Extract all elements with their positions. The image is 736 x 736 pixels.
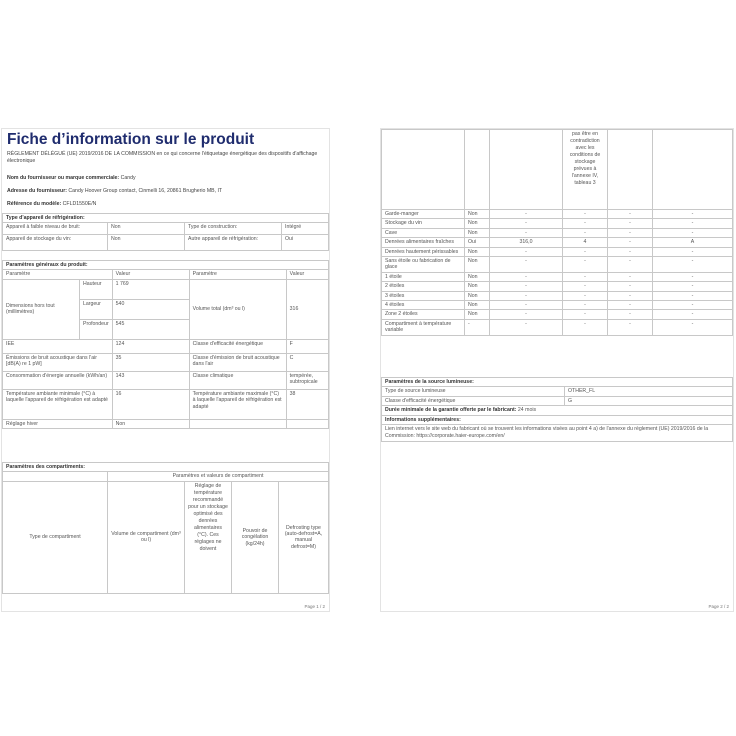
column-header: Valeur: [286, 270, 328, 279]
table-cell: Zone 2 étoiles: [382, 310, 465, 319]
warranty-value: 24 mois: [517, 407, 537, 414]
table-cell: Appareil à faible niveau de bruit:: [3, 223, 108, 235]
extra-info-header: Informations supplémentaires:: [382, 415, 733, 424]
column-header: Valeur: [112, 270, 189, 279]
table-cell: Sans étoile ou fabrication de glace: [382, 257, 465, 273]
column-header: Réglage de température recommandé pour un stockage optimisé des denrées alimentaires (°C). Ces réglages ne doivent: [185, 481, 232, 593]
table-cell: Cave: [382, 228, 465, 237]
table-cell: Émissions de bruit acoustique dans l'air [dB(A) re 1 pW]: [3, 353, 113, 371]
table-cell: -: [563, 228, 608, 237]
table-cell: [465, 130, 490, 210]
column-header: Pouvoir de congélation (kg/24h): [232, 481, 279, 593]
table-cell: -: [653, 310, 733, 319]
address-value: Candy Hoover Group contact, Cinmelli 16, 20861 Brugherio MB, IT: [68, 188, 223, 194]
dimension-name: Hauteur: [80, 279, 113, 299]
table-cell: -: [653, 291, 733, 300]
regulation-text: RÈGLEMENT DÉLÉGUÉ (UE) 2019/2016 DE LA COMMISSION en ce qui concerne l'étiquetage énergétique des dispositifs d'affichage électronique: [7, 151, 318, 164]
table-cell: -: [490, 310, 563, 319]
table-cell: -: [608, 291, 653, 300]
table-cell: A: [653, 238, 733, 247]
document-page-1: [1, 128, 330, 612]
warranty-label: Durée minimale de la garantie offerte par le fabricant:: [385, 407, 517, 414]
table-cell: Classe d'efficacité énergétique: [382, 396, 565, 405]
table-cell: -: [608, 210, 653, 219]
compartment-group-header: Paramètres et valeurs de compartiment: [108, 472, 329, 481]
table-cell: Intégré: [282, 223, 329, 235]
table-cell: [189, 419, 286, 428]
table-cell: Non: [465, 282, 490, 291]
table-cell: Compartiment à température variable: [382, 319, 465, 335]
column-header: Type de compartiment: [3, 481, 108, 593]
general-params-table: [2, 260, 329, 429]
light-source-header: Paramètres de la source lumineuse:: [382, 378, 733, 387]
table-cell: -: [563, 310, 608, 319]
table-cell: -: [490, 219, 563, 228]
table-cell: -: [490, 247, 563, 256]
table-row: [382, 425, 733, 442]
table-header-row: [3, 472, 329, 481]
table-cell: -: [490, 257, 563, 273]
table-cell: -: [563, 282, 608, 291]
model-label: Référence du modèle:: [7, 201, 62, 207]
table-cell: -: [563, 319, 608, 335]
table-cell: Non: [465, 257, 490, 273]
table-cell: 3 étoiles: [382, 291, 465, 300]
table-cell: [653, 130, 733, 210]
table-cell: 4: [563, 238, 608, 247]
table-cell: Non: [108, 235, 185, 251]
table-row: [382, 130, 733, 210]
table-cell: Non: [112, 419, 189, 428]
table-row: [382, 238, 733, 247]
table-cell: 4 étoiles: [382, 301, 465, 310]
table-cell: -: [653, 272, 733, 281]
extra-info-text: Lien internet vers le site web du fabricant où se trouvent les informations visées au point 4 a) de l'annexe du règlement (UE) 2019/2016 de la Commission: https://corporate.haier-europe.com/en/: [382, 425, 733, 442]
warranty-line: [382, 406, 733, 415]
table-cell: -: [608, 257, 653, 273]
table-cell: Non: [465, 228, 490, 237]
table-cell: -: [608, 282, 653, 291]
column-header: Defrosting type (auto-defrost=A, manual defrost=M): [279, 481, 329, 593]
general-header: Paramètres généraux du produit:: [3, 261, 329, 270]
table-cell: 38: [286, 389, 328, 419]
table-cell: Oui: [282, 235, 329, 251]
table-cell: -: [608, 219, 653, 228]
total-volume-label: Volume total (dm³ ou l): [189, 279, 286, 339]
table-cell: pas être en contradiction avec les conditions de stockage prévues à l'annexe IV, tableau 3: [563, 130, 608, 210]
table-cell: [608, 130, 653, 210]
table-cell: Autre appareil de réfrigération:: [185, 235, 282, 251]
column-header: Volume de compartiment (dm³ ou l): [108, 481, 185, 593]
table-cell: Denrées hautement périssables: [382, 247, 465, 256]
table-row: [382, 257, 733, 273]
table-cell: [286, 419, 328, 428]
table-row: [3, 389, 329, 419]
table-cell: -: [490, 282, 563, 291]
supplier-value: Candy: [120, 175, 136, 181]
table-cell: Classe climatique: [189, 371, 286, 389]
table-cell: -: [563, 272, 608, 281]
dimension-name: Largeur: [80, 299, 113, 319]
table-cell: -: [653, 257, 733, 273]
table-cell: G: [565, 396, 733, 405]
table-cell: Non: [465, 219, 490, 228]
table-row: [382, 219, 733, 228]
table-cell: Stockage du vin: [382, 219, 465, 228]
dimension-value: 1 769: [112, 279, 189, 299]
table-cell: [382, 130, 465, 210]
supplier-label: Nom du fournisseur ou marque commerciale:: [7, 175, 120, 181]
table-cell: Non: [108, 223, 185, 235]
table-cell: Température ambiante minimale (°C) à laquelle l'appareil de réfrigération est adapté: [3, 389, 113, 419]
table-row: [3, 223, 329, 235]
table-cell: Non: [465, 291, 490, 300]
table-row: [382, 247, 733, 256]
table-row: [382, 301, 733, 310]
table-cell: 143: [112, 371, 189, 389]
table-row: [3, 279, 329, 299]
table-cell: -: [653, 247, 733, 256]
page-title: Fiche d’information sur le produit: [7, 131, 255, 148]
table-cell: Classe d'efficacité énergétique: [189, 339, 286, 353]
table-cell: -: [653, 219, 733, 228]
table-row: [382, 282, 733, 291]
table-cell: -: [653, 319, 733, 335]
dimension-name: Profondeur: [80, 319, 113, 339]
column-header: Paramètre: [3, 270, 113, 279]
table-cell: Type de construction:: [185, 223, 282, 235]
table-row: [382, 310, 733, 319]
appliance-type-header: Type d'appareil de réfrigération:: [3, 214, 329, 223]
table-row: [3, 235, 329, 251]
page-number: Page 1 / 2: [304, 604, 325, 609]
table-cell: -: [490, 210, 563, 219]
table-cell: -: [563, 301, 608, 310]
table-cell: 1 étoile: [382, 272, 465, 281]
table-row: [382, 387, 733, 396]
table-cell: tempérée, subtropicale: [286, 371, 328, 389]
table-cell: [3, 472, 108, 481]
table-cell: IEE: [3, 339, 113, 353]
supplier-line: [7, 175, 136, 181]
table-row: [382, 319, 733, 335]
table-cell: -: [608, 238, 653, 247]
table-header-row: [3, 481, 329, 593]
table-cell: C: [286, 353, 328, 371]
light-source-table: [381, 377, 733, 442]
address-label: Adresse du fournisseur:: [7, 188, 67, 194]
compartments-table: [2, 462, 329, 594]
table-cell: Classe d'émission de bruit acoustique dans l'air: [189, 353, 286, 371]
table-row: [3, 353, 329, 371]
dimension-value: 545: [112, 319, 189, 339]
table-cell: -: [653, 210, 733, 219]
table-cell: -: [608, 228, 653, 237]
table-cell: [490, 130, 563, 210]
table-cell: -: [563, 210, 608, 219]
table-cell: -: [490, 291, 563, 300]
table-cell: Non: [465, 247, 490, 256]
table-cell: -: [653, 301, 733, 310]
table-cell: -: [608, 272, 653, 281]
table-cell: F: [286, 339, 328, 353]
table-cell: Non: [465, 210, 490, 219]
total-volume-value: 316: [286, 279, 328, 339]
table-cell: -: [563, 219, 608, 228]
appliance-type-table: [2, 213, 329, 251]
table-cell: Non: [465, 310, 490, 319]
table-cell: -: [608, 319, 653, 335]
table-cell: Consommation d'énergie annuelle (kWh/an): [3, 371, 113, 389]
table-row: [382, 228, 733, 237]
compartments-header: Paramètres des compartiments:: [3, 463, 329, 472]
column-header: Paramètre: [189, 270, 286, 279]
table-cell: Non: [465, 301, 490, 310]
table-row: [3, 419, 329, 428]
table-cell: Réglage hiver: [3, 419, 113, 428]
table-cell: -: [465, 319, 490, 335]
table-cell: 316,0: [490, 238, 563, 247]
page-number: Page 2 / 2: [708, 604, 729, 609]
table-cell: -: [490, 301, 563, 310]
table-cell: OTHER_FL: [565, 387, 733, 396]
table-cell: Non: [465, 272, 490, 281]
table-cell: Température ambiante maximale (°C) à laquelle l'appareil de réfrigération est adapté: [189, 389, 286, 419]
table-row: [382, 272, 733, 281]
dimension-value: 540: [112, 299, 189, 319]
document-page-2: [380, 128, 734, 612]
table-cell: -: [490, 272, 563, 281]
table-row: [382, 406, 733, 415]
table-cell: -: [563, 291, 608, 300]
compartments-continued-table: [381, 129, 733, 336]
model-value: CFLD1550E/N: [62, 201, 97, 207]
table-row: [382, 210, 733, 219]
table-cell: Denrées alimentaires fraîches: [382, 238, 465, 247]
table-cell: 124: [112, 339, 189, 353]
table-row: [3, 339, 329, 353]
table-cell: -: [608, 310, 653, 319]
table-cell: -: [653, 282, 733, 291]
table-cell: Type de source lumineuse: [382, 387, 565, 396]
dimensions-label: Dimensions hors tout (millimètres): [3, 279, 80, 339]
table-cell: 16: [112, 389, 189, 419]
table-cell: -: [608, 247, 653, 256]
table-cell: Appareil de stockage du vin:: [3, 235, 108, 251]
table-row: [3, 371, 329, 389]
table-cell: Garde-manger: [382, 210, 465, 219]
address-line: [7, 188, 222, 194]
table-cell: -: [563, 257, 608, 273]
model-line: [7, 201, 96, 207]
table-cell: -: [608, 301, 653, 310]
table-cell: Oui: [465, 238, 490, 247]
table-row: [382, 396, 733, 405]
table-cell: -: [563, 247, 608, 256]
table-cell: 35: [112, 353, 189, 371]
table-cell: -: [490, 228, 563, 237]
table-header-row: [3, 270, 329, 279]
table-cell: 2 étoiles: [382, 282, 465, 291]
table-row: [382, 291, 733, 300]
table-cell: -: [653, 228, 733, 237]
table-cell: -: [490, 319, 563, 335]
